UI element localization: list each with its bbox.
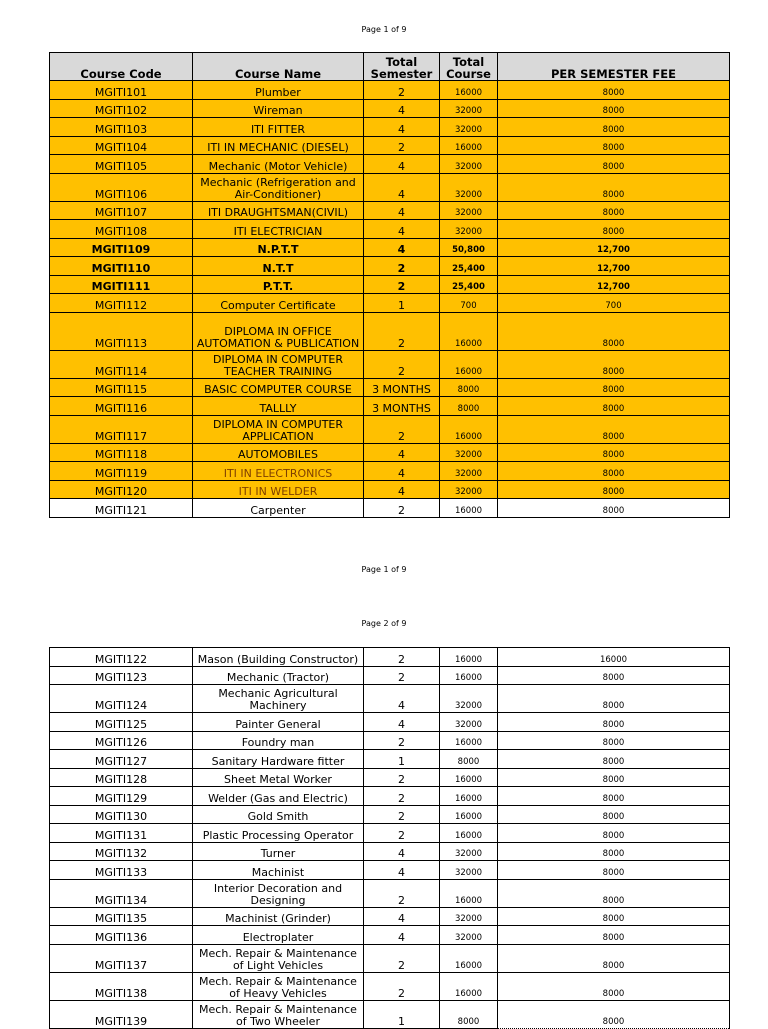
course-code-cell: MGITI120 xyxy=(50,480,193,499)
course-name-cell: Interior Decoration and Designing xyxy=(193,879,364,907)
semester-cell: 3 MONTHS xyxy=(364,378,440,397)
course-code-cell: MGITI115 xyxy=(50,378,193,397)
total-course-cell: 16000 xyxy=(440,648,498,667)
semester-fee-cell: 8000 xyxy=(498,861,730,880)
course-code-cell: MGITI107 xyxy=(50,201,193,220)
semester-cell: 2 xyxy=(364,824,440,843)
course-name-cell: Mason (Building Constructor) xyxy=(193,648,364,667)
course-code-cell: MGITI118 xyxy=(50,443,193,462)
course-name-cell: ITI IN WELDER xyxy=(193,480,364,499)
course-code-cell: MGITI108 xyxy=(50,220,193,239)
course-code-cell: MGITI128 xyxy=(50,768,193,787)
total-course-cell: 32000 xyxy=(440,220,498,239)
table-row xyxy=(50,824,730,843)
table-row xyxy=(50,136,730,155)
total-course-cell: 32000 xyxy=(440,842,498,861)
semester-cell: 1 xyxy=(364,750,440,769)
course-code-cell: MGITI122 xyxy=(50,648,193,667)
total-course-cell: 32000 xyxy=(440,118,498,137)
course-name-cell: ITI FITTER xyxy=(193,118,364,137)
course-code-cell: MGITI106 xyxy=(50,173,193,201)
total-course-cell: 32000 xyxy=(440,861,498,880)
header-course-code: Course Code xyxy=(50,53,193,81)
course-code-cell: MGITI136 xyxy=(50,926,193,945)
semester-fee-cell: 8000 xyxy=(498,750,730,769)
table-row xyxy=(50,768,730,787)
table-row xyxy=(50,926,730,945)
table-row xyxy=(50,648,730,667)
course-name-cell: AUTOMOBILES xyxy=(193,443,364,462)
semester-fee-cell: 700 xyxy=(498,294,730,313)
table-row xyxy=(50,499,730,518)
semester-cell: 4 xyxy=(364,713,440,732)
total-course-cell: 16000 xyxy=(440,787,498,806)
header-per-semester-fee: PER SEMESTER FEE xyxy=(498,53,730,81)
course-code-cell: MGITI112 xyxy=(50,294,193,313)
semester-fee-cell: 8000 xyxy=(498,136,730,155)
table-row xyxy=(50,81,730,100)
semester-fee-cell: 8000 xyxy=(498,415,730,443)
semester-fee-cell: 12,700 xyxy=(498,238,730,257)
table-row xyxy=(50,713,730,732)
semester-fee-cell: 8000 xyxy=(498,805,730,824)
course-name-cell: N.T.T xyxy=(193,257,364,276)
course-name-cell: ITI IN MECHANIC (DIESEL) xyxy=(193,136,364,155)
table-row xyxy=(50,907,730,926)
semester-fee-cell: 8000 xyxy=(498,787,730,806)
course-name-cell: Welder (Gas and Electric) xyxy=(193,787,364,806)
course-code-cell: MGITI137 xyxy=(50,944,193,972)
semester-cell: 4 xyxy=(364,173,440,201)
semester-fee-cell: 8000 xyxy=(498,926,730,945)
semester-cell: 4 xyxy=(364,118,440,137)
course-name-cell: Sheet Metal Worker xyxy=(193,768,364,787)
course-name-cell: Painter General xyxy=(193,713,364,732)
course-name-cell: BASIC COMPUTER COURSE xyxy=(193,378,364,397)
semester-fee-cell: 8000 xyxy=(498,155,730,174)
course-name-cell: Wireman xyxy=(193,99,364,118)
semester-cell: 4 xyxy=(364,842,440,861)
total-course-cell: 32000 xyxy=(440,907,498,926)
total-course-cell: 8000 xyxy=(440,1000,498,1028)
semester-fee-cell: 8000 xyxy=(498,462,730,481)
table-row xyxy=(50,312,730,350)
semester-fee-cell: 8000 xyxy=(498,972,730,1000)
course-code-cell: MGITI124 xyxy=(50,685,193,713)
page-number-bottom: Page 1 of 9 xyxy=(361,565,407,574)
semester-fee-cell: 8000 xyxy=(498,842,730,861)
total-course-cell: 16000 xyxy=(440,81,498,100)
course-code-cell: MGITI126 xyxy=(50,731,193,750)
course-name-cell: DIPLOMA IN COMPUTER TEACHER TRAINING xyxy=(193,350,364,378)
table-row xyxy=(50,415,730,443)
course-name-cell: Mech. Repair & Maintenance of Two Wheeler xyxy=(193,1000,364,1028)
course-code-cell: MGITI132 xyxy=(50,842,193,861)
fee-table-page-2 xyxy=(49,647,730,1029)
table-row xyxy=(50,787,730,806)
course-code-cell: MGITI117 xyxy=(50,415,193,443)
total-course-cell: 16000 xyxy=(440,666,498,685)
semester-fee-cell: 8000 xyxy=(498,713,730,732)
course-name-cell: Plumber xyxy=(193,81,364,100)
course-name-cell: Machinist xyxy=(193,861,364,880)
total-course-cell: 32000 xyxy=(440,926,498,945)
semester-cell: 4 xyxy=(364,685,440,713)
semester-fee-cell: 8000 xyxy=(498,685,730,713)
semester-fee-cell: 12,700 xyxy=(498,275,730,294)
semester-cell: 2 xyxy=(364,648,440,667)
semester-cell: 2 xyxy=(364,415,440,443)
semester-cell: 4 xyxy=(364,907,440,926)
course-name-cell: ITI IN ELECTRONICS xyxy=(193,462,364,481)
course-name-cell: P.T.T. xyxy=(193,275,364,294)
total-course-cell: 32000 xyxy=(440,462,498,481)
semester-cell: 2 xyxy=(364,350,440,378)
semester-fee-cell: 8000 xyxy=(498,879,730,907)
total-course-cell: 16000 xyxy=(440,768,498,787)
course-code-cell: MGITI121 xyxy=(50,499,193,518)
table-row xyxy=(50,397,730,416)
course-name-cell: TALLLY xyxy=(193,397,364,416)
semester-cell: 2 xyxy=(364,972,440,1000)
table-row xyxy=(50,443,730,462)
table-row xyxy=(50,294,730,313)
table-row xyxy=(50,201,730,220)
semester-cell: 4 xyxy=(364,201,440,220)
total-course-cell: 50,800 xyxy=(440,238,498,257)
table-row xyxy=(50,879,730,907)
total-course-cell: 16000 xyxy=(440,312,498,350)
course-code-cell: MGITI101 xyxy=(50,81,193,100)
semester-cell: 4 xyxy=(364,155,440,174)
table-row xyxy=(50,972,730,1000)
fee-table-page-1 xyxy=(49,52,730,518)
course-code-cell: MGITI133 xyxy=(50,861,193,880)
table-row xyxy=(50,731,730,750)
course-code-cell: MGITI103 xyxy=(50,118,193,137)
semester-cell: 2 xyxy=(364,499,440,518)
course-name-cell: Computer Certificate xyxy=(193,294,364,313)
table-row xyxy=(50,238,730,257)
total-course-cell: 32000 xyxy=(440,480,498,499)
total-course-cell: 16000 xyxy=(440,879,498,907)
course-code-cell: MGITI127 xyxy=(50,750,193,769)
semester-cell: 2 xyxy=(364,666,440,685)
semester-fee-cell: 8000 xyxy=(498,378,730,397)
course-code-cell: MGITI111 xyxy=(50,275,193,294)
semester-fee-cell: 8000 xyxy=(498,312,730,350)
semester-cell: 2 xyxy=(364,879,440,907)
course-name-cell: Gold Smith xyxy=(193,805,364,824)
total-course-cell: 32000 xyxy=(440,201,498,220)
table-header-row xyxy=(50,53,730,81)
course-name-cell: N.P.T.T xyxy=(193,238,364,257)
semester-cell: 4 xyxy=(364,926,440,945)
table-row xyxy=(50,378,730,397)
table-row xyxy=(50,155,730,174)
course-code-cell: MGITI114 xyxy=(50,350,193,378)
table-row xyxy=(50,350,730,378)
course-name-cell: Mechanic (Tractor) xyxy=(193,666,364,685)
header-total-course: Total Course xyxy=(440,53,498,81)
total-course-cell: 16000 xyxy=(440,136,498,155)
semester-cell: 2 xyxy=(364,136,440,155)
total-course-cell: 8000 xyxy=(440,397,498,416)
course-code-cell: MGITI104 xyxy=(50,136,193,155)
semester-cell: 4 xyxy=(364,443,440,462)
course-name-cell: Electroplater xyxy=(193,926,364,945)
course-code-cell: MGITI109 xyxy=(50,238,193,257)
total-course-cell: 32000 xyxy=(440,713,498,732)
semester-cell: 2 xyxy=(364,731,440,750)
semester-cell: 1 xyxy=(364,1000,440,1028)
course-name-cell: Foundry man xyxy=(193,731,364,750)
semester-cell: 1 xyxy=(364,294,440,313)
total-course-cell: 16000 xyxy=(440,824,498,843)
course-code-cell: MGITI131 xyxy=(50,824,193,843)
course-name-cell: Sanitary Hardware fitter xyxy=(193,750,364,769)
course-code-cell: MGITI138 xyxy=(50,972,193,1000)
page-number-next: Page 2 of 9 xyxy=(361,619,407,628)
semester-fee-cell: 8000 xyxy=(498,81,730,100)
table-row xyxy=(50,275,730,294)
semester-fee-cell: 8000 xyxy=(498,944,730,972)
semester-cell: 2 xyxy=(364,768,440,787)
table-row xyxy=(50,257,730,276)
table-row xyxy=(50,99,730,118)
table-row xyxy=(50,173,730,201)
semester-cell: 4 xyxy=(364,480,440,499)
course-name-cell: Mech. Repair & Maintenance of Heavy Vehicles xyxy=(193,972,364,1000)
table-row xyxy=(50,842,730,861)
course-code-cell: MGITI113 xyxy=(50,312,193,350)
course-name-cell: ITI ELECTRICIAN xyxy=(193,220,364,239)
table-row xyxy=(50,666,730,685)
course-name-cell: Plastic Processing Operator xyxy=(193,824,364,843)
semester-fee-cell: 16000 xyxy=(498,648,730,667)
semester-cell: 2 xyxy=(364,944,440,972)
course-code-cell: MGITI119 xyxy=(50,462,193,481)
total-course-cell: 25,400 xyxy=(440,275,498,294)
semester-fee-cell: 8000 xyxy=(498,666,730,685)
table-row xyxy=(50,462,730,481)
table-row xyxy=(50,118,730,137)
course-code-cell: MGITI123 xyxy=(50,666,193,685)
semester-fee-cell: 8000 xyxy=(498,173,730,201)
course-code-cell: MGITI129 xyxy=(50,787,193,806)
course-name-cell: Mechanic (Refrigeration and Air-Conditioner) xyxy=(193,173,364,201)
total-course-cell: 16000 xyxy=(440,972,498,1000)
total-course-cell: 16000 xyxy=(440,805,498,824)
semester-fee-cell: 8000 xyxy=(498,443,730,462)
semester-cell: 2 xyxy=(364,81,440,100)
course-code-cell: MGITI139 xyxy=(50,1000,193,1028)
semester-fee-cell: 8000 xyxy=(498,768,730,787)
table-row xyxy=(50,750,730,769)
course-code-cell: MGITI110 xyxy=(50,257,193,276)
semester-cell: 4 xyxy=(364,99,440,118)
page-number-top: Page 1 of 9 xyxy=(361,25,407,34)
course-name-cell: Mechanic Agricultural Machinery xyxy=(193,685,364,713)
semester-cell: 2 xyxy=(364,787,440,806)
semester-cell: 3 MONTHS xyxy=(364,397,440,416)
semester-fee-cell: 8000 xyxy=(498,201,730,220)
semester-fee-cell: 8000 xyxy=(498,220,730,239)
course-code-cell: MGITI135 xyxy=(50,907,193,926)
total-course-cell: 8000 xyxy=(440,378,498,397)
total-course-cell: 32000 xyxy=(440,173,498,201)
course-name-cell: Machinist (Grinder) xyxy=(193,907,364,926)
course-code-cell: MGITI125 xyxy=(50,713,193,732)
total-course-cell: 32000 xyxy=(440,99,498,118)
semester-fee-cell: 8000 xyxy=(498,350,730,378)
semester-cell: 4 xyxy=(364,220,440,239)
semester-fee-cell: 8000 xyxy=(498,480,730,499)
total-course-cell: 16000 xyxy=(440,944,498,972)
semester-fee-cell: 12,700 xyxy=(498,257,730,276)
semester-cell: 2 xyxy=(364,805,440,824)
semester-fee-cell: 8000 xyxy=(498,397,730,416)
semester-fee-cell: 8000 xyxy=(498,907,730,926)
total-course-cell: 32000 xyxy=(440,155,498,174)
table-row xyxy=(50,805,730,824)
semester-fee-cell: 8000 xyxy=(498,499,730,518)
course-name-cell: DIPLOMA IN COMPUTER APPLICATION xyxy=(193,415,364,443)
header-course-name: Course Name xyxy=(193,53,364,81)
semester-cell: 2 xyxy=(364,257,440,276)
table-row xyxy=(50,861,730,880)
total-course-cell: 16000 xyxy=(440,499,498,518)
course-name-cell: Carpenter xyxy=(193,499,364,518)
semester-fee-cell: 8000 xyxy=(498,1000,730,1028)
semester-cell: 2 xyxy=(364,275,440,294)
table-row xyxy=(50,944,730,972)
course-name-cell: DIPLOMA IN OFFICE AUTOMATION & PUBLICATION xyxy=(193,312,364,350)
semester-fee-cell: 8000 xyxy=(498,824,730,843)
total-course-cell: 32000 xyxy=(440,443,498,462)
course-name-cell: Mechanic (Motor Vehicle) xyxy=(193,155,364,174)
total-course-cell: 32000 xyxy=(440,685,498,713)
course-code-cell: MGITI102 xyxy=(50,99,193,118)
total-course-cell: 16000 xyxy=(440,731,498,750)
table-row xyxy=(50,480,730,499)
total-course-cell: 16000 xyxy=(440,350,498,378)
total-course-cell: 16000 xyxy=(440,415,498,443)
table-row xyxy=(50,220,730,239)
semester-cell: 4 xyxy=(364,861,440,880)
semester-fee-cell: 8000 xyxy=(498,731,730,750)
course-name-cell: Mech. Repair & Maintenance of Light Vehicles xyxy=(193,944,364,972)
course-code-cell: MGITI116 xyxy=(50,397,193,416)
semester-cell: 4 xyxy=(364,238,440,257)
total-course-cell: 700 xyxy=(440,294,498,313)
table-row xyxy=(50,685,730,713)
course-code-cell: MGITI130 xyxy=(50,805,193,824)
semester-cell: 4 xyxy=(364,462,440,481)
header-total-semester: Total Semester xyxy=(364,53,440,81)
semester-fee-cell: 8000 xyxy=(498,99,730,118)
course-name-cell: ITI DRAUGHTSMAN(CIVIL) xyxy=(193,201,364,220)
course-name-cell: Turner xyxy=(193,842,364,861)
course-code-cell: MGITI134 xyxy=(50,879,193,907)
semester-cell: 2 xyxy=(364,312,440,350)
semester-fee-cell: 8000 xyxy=(498,118,730,137)
total-course-cell: 8000 xyxy=(440,750,498,769)
course-code-cell: MGITI105 xyxy=(50,155,193,174)
total-course-cell: 25,400 xyxy=(440,257,498,276)
